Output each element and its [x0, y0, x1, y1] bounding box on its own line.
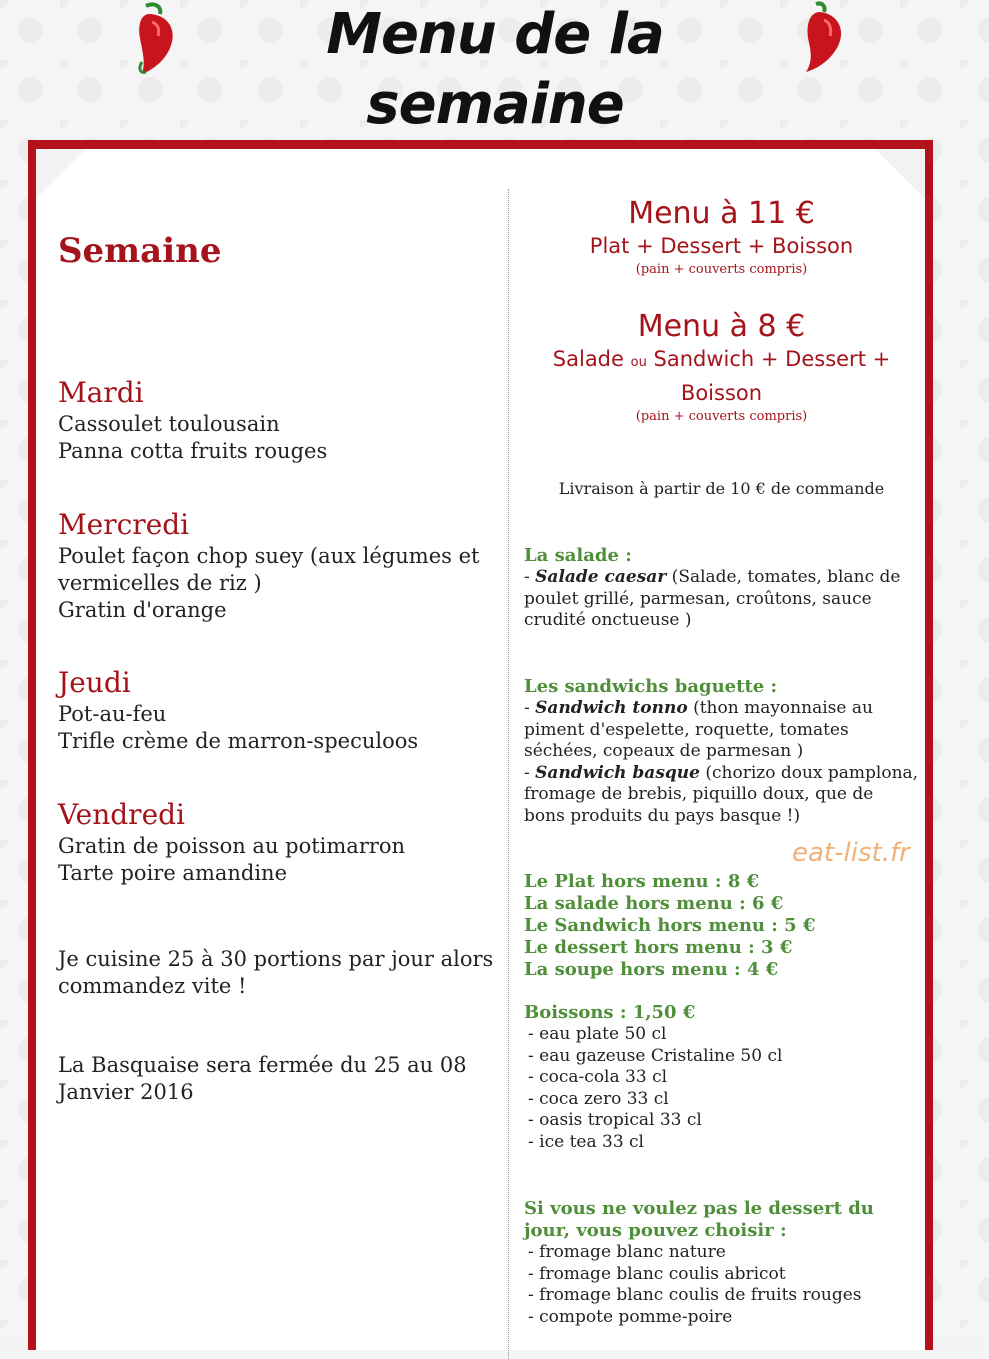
dessert-item: - fromage blanc coulis de fruits rouges — [528, 1285, 862, 1306]
item-desc: (thon mayonnaise au piment d'espelette, roquette, tomates séchées, copeaux de parmesan ) — [524, 698, 873, 762]
sandwich-heading: Les sandwichs baguette : — [524, 676, 778, 697]
menu-11 — [524, 197, 919, 279]
menu-price: Menu à 11 € — [628, 196, 815, 231]
boisson-item: - ice tea 33 cl — [528, 1131, 644, 1152]
dessert-choice-block — [524, 1198, 919, 1328]
menu-desc — [524, 344, 919, 408]
day-mardi — [58, 377, 498, 465]
dish: Trifle crème de marron-speculoos — [58, 729, 419, 753]
item-prefix: - — [524, 698, 536, 718]
hors-menu-line: La salade hors menu : 6 € — [524, 893, 784, 914]
day-name: Mardi — [58, 376, 144, 409]
dessert-item: - fromage blanc nature — [528, 1242, 726, 1262]
boisson-item: - coca-cola 33 cl — [528, 1067, 668, 1088]
dish: Gratin de poisson au potimarron — [58, 834, 406, 858]
dessert-choice-heading: Si vous ne voulez pas le dessert du jour, vous pouvez choisir : — [524, 1198, 874, 1241]
menu-price: Menu à 8 € — [637, 309, 806, 344]
boisson-item: - eau gazeuse Cristaline 50 cl — [528, 1045, 783, 1066]
boisson-item: - eau plate 50 cl — [528, 1024, 667, 1044]
dish: Poulet façon chop suey (aux légumes et vermicelles de riz ) — [58, 544, 480, 595]
pepper-icon — [128, 0, 188, 80]
item-desc: (Salade, tomates, blanc de poulet grillé, parmesan, croûtons, sauce crudité onctueuse ) — [524, 567, 901, 631]
sandwich-block — [524, 676, 919, 828]
section-title: Semaine — [58, 231, 222, 271]
salade-item — [524, 567, 919, 632]
day-name: Mercredi — [58, 508, 190, 541]
note-closed: La Basquaise sera fermée du 25 au 08 Janvier 2016 — [58, 1053, 467, 1104]
menu-desc-part: Sandwich + Dessert + Boisson — [653, 347, 891, 405]
sandwich-item — [524, 763, 919, 828]
day-vendredi — [58, 799, 498, 887]
hors-menu-line: Le Sandwich hors menu : 5 € — [524, 915, 816, 936]
salade-heading: La salade : — [524, 545, 632, 566]
menu-card — [28, 140, 933, 1350]
item-name: Sandwich tonno — [535, 698, 688, 718]
page-title: Menu de la semaine — [326, 2, 664, 137]
watermark: eat-list.fr — [792, 838, 910, 868]
menu-desc-ou: ou — [630, 355, 647, 370]
item-desc: (chorizo doux pamplona, fromage de brebis, piquillo doux, que de bons produits du pays basque !) — [524, 762, 919, 826]
boisson-item: - oasis tropical 33 cl — [528, 1110, 702, 1131]
menu-note: (pain + couverts compris) — [635, 409, 808, 424]
note-portions: Je cuisine 25 à 30 portions par jour alors commandez vite ! — [58, 947, 494, 998]
boissons-block — [524, 1002, 919, 1154]
day-name: Jeudi — [58, 666, 131, 699]
dish: Pot-au-feu — [58, 702, 167, 726]
sandwich-item — [524, 698, 919, 763]
dish: Cassoulet toulousain — [58, 412, 280, 436]
dish: Tarte poire amandine — [58, 861, 288, 885]
item-prefix: - — [524, 567, 536, 587]
card-corner — [36, 149, 86, 199]
hors-menu-line: Le Plat hors menu : 8 € — [524, 871, 760, 892]
item-name: Salade caesar — [535, 567, 667, 587]
boisson-item: - coca zero 33 cl — [528, 1088, 669, 1109]
day-name: Vendredi — [58, 798, 186, 831]
delivery-note: Livraison à partir de 10 € de commande — [558, 479, 885, 498]
day-mercredi — [58, 509, 498, 624]
dish: Gratin d'orange — [58, 598, 227, 622]
dish: Panna cotta fruits rouges — [58, 439, 328, 463]
dessert-item: - fromage blanc coulis abricot — [528, 1263, 786, 1284]
header — [0, 0, 989, 137]
menu-note: (pain + couverts compris) — [635, 262, 808, 277]
card-corner — [875, 149, 925, 199]
pepper-icon — [792, 0, 852, 80]
column-divider — [508, 189, 509, 1359]
menu-8 — [524, 310, 919, 426]
hors-menu-block — [524, 871, 919, 981]
hors-menu-line: La soupe hors menu : 4 € — [524, 959, 779, 980]
hors-menu-line: Le dessert hors menu : 3 € — [524, 937, 793, 958]
boissons-heading: Boissons : 1,50 € — [524, 1002, 696, 1023]
day-jeudi — [58, 667, 498, 755]
item-prefix: - — [524, 762, 536, 783]
menu-desc: Plat + Dessert + Boisson — [589, 234, 854, 258]
item-name: Sandwich basque — [535, 762, 700, 783]
menu-desc-part: Salade — [552, 347, 624, 371]
dessert-item: - compote pomme-poire — [528, 1306, 733, 1327]
salade-block — [524, 545, 919, 632]
